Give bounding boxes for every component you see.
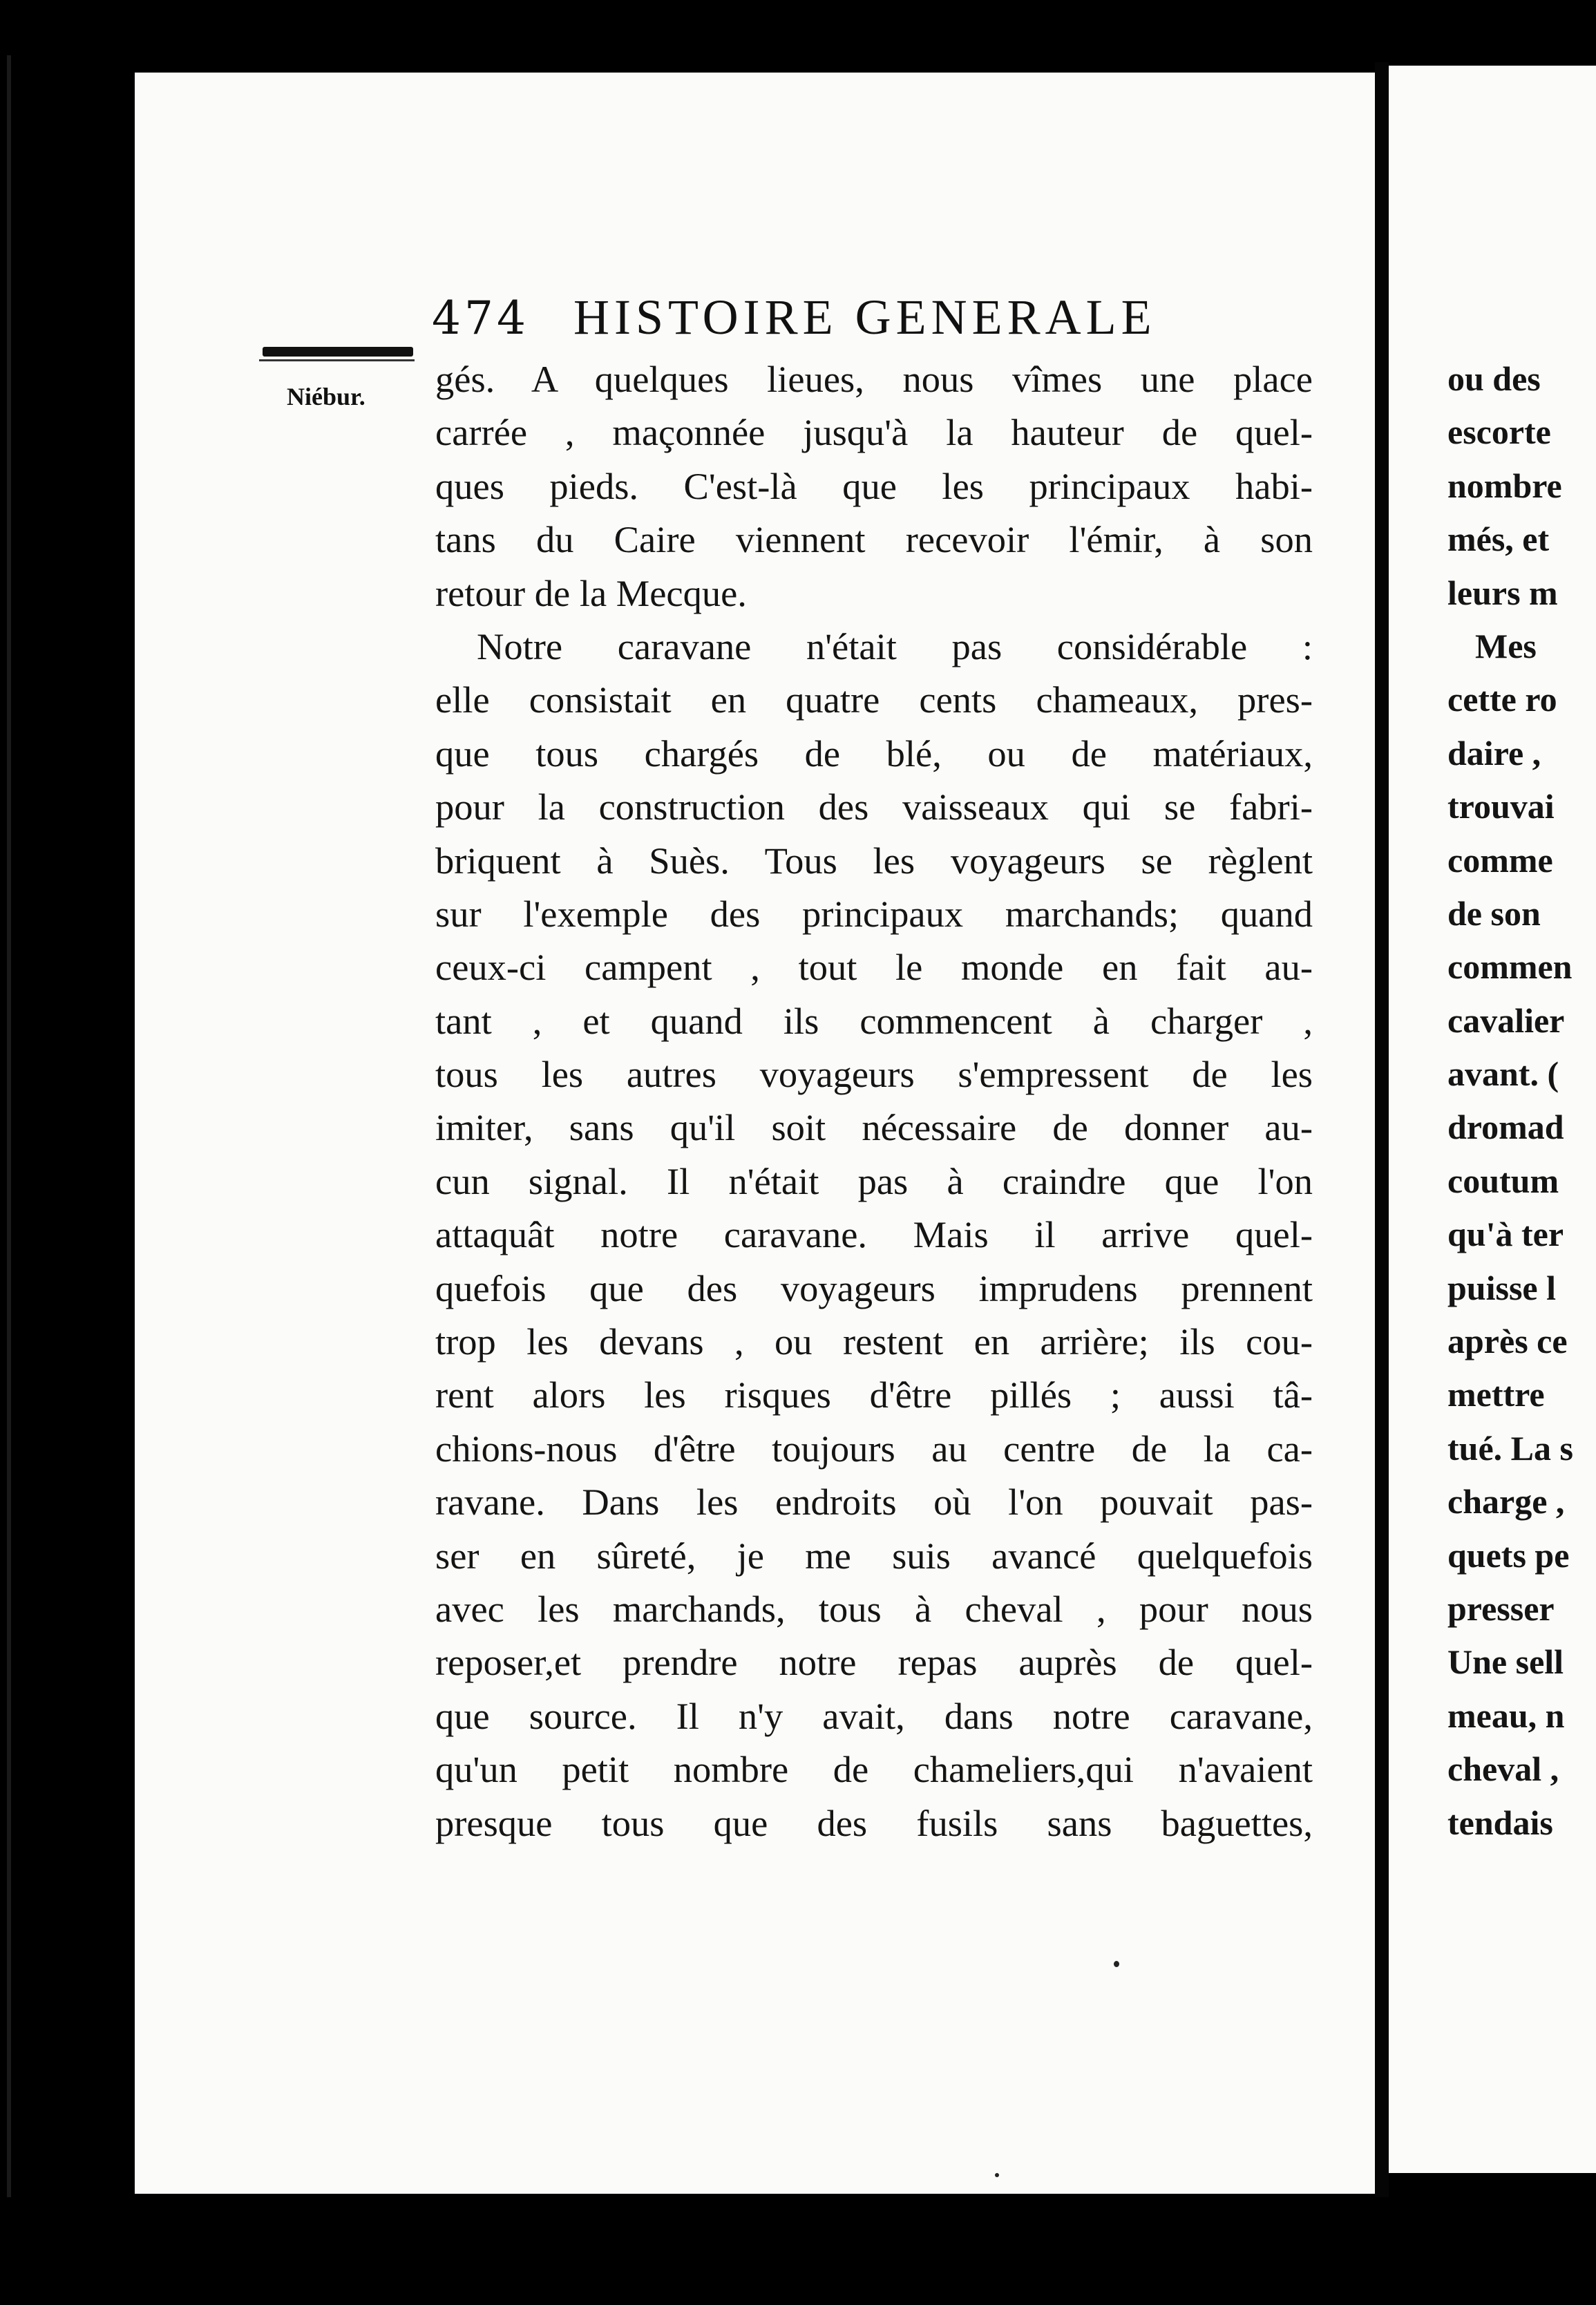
text-line: presser [1447, 1588, 1555, 1628]
text-line: ravane. Dans les endroits où l'on pouvait pas- [435, 1481, 1313, 1524]
text-line: sur l'exemple des principaux marchands; quand [435, 892, 1313, 935]
text-line: Mes [1475, 626, 1537, 665]
text-line: cavalier [1447, 1000, 1565, 1040]
text-line: de son [1447, 893, 1541, 933]
text-line: tous les autres voyageurs s'empressent de les [435, 1053, 1313, 1096]
text-line: imiter, sans qu'il soit nécessaire de donner au- [435, 1106, 1313, 1149]
text-line: cun signal. Il n'était pas à craindre que l'on [435, 1159, 1313, 1202]
text-line: cette ro [1447, 680, 1557, 719]
right-page-body [1447, 352, 1596, 1850]
text-line: comme [1447, 840, 1553, 880]
margin-note: Niébur. [287, 383, 365, 410]
text-line: mettre [1447, 1375, 1545, 1414]
text-line: dromad [1447, 1108, 1564, 1147]
left-page-body [435, 352, 1313, 1850]
text-line: trouvai [1447, 787, 1555, 826]
text-line: daire , [1447, 733, 1541, 772]
text-line: nombre [1447, 466, 1562, 505]
text-line: après ce [1447, 1322, 1568, 1361]
text-line: pour la construction des vaisseaux qui se fabri- [435, 786, 1313, 828]
scan-left-edge [0, 0, 21, 2305]
text-line: retour de la Mecque. [435, 571, 747, 614]
running-title: HISTOIRE GENERALE [573, 290, 1157, 345]
text-line: cheval , [1447, 1749, 1559, 1789]
text-line: ser en sûreté, je me suis avancé quelquefois [435, 1534, 1313, 1577]
text-line: reposer,et prendre notre repas auprès de quel- [435, 1641, 1313, 1684]
text-line: commen [1447, 947, 1573, 987]
text-line: trop les devans , ou restent en arrière; ils cou- [435, 1320, 1313, 1363]
text-line: avant. ( [1447, 1054, 1559, 1094]
text-line: Une sell [1447, 1642, 1564, 1682]
text-line: que source. Il n'y avait, dans notre caravane, [435, 1694, 1313, 1737]
text-line: chions-nous d'être toujours au centre de la ca- [435, 1427, 1313, 1470]
text-line: més, et [1447, 520, 1550, 559]
text-line: quefois que des voyageurs imprudens prennent [435, 1267, 1313, 1309]
text-line: elle consistait en quatre cents chameaux, pres- [435, 679, 1313, 721]
text-line: tué. La s [1447, 1428, 1573, 1468]
page-number: 474 [432, 292, 529, 345]
text-line: rent alors les risques d'être pillés ; aussi tâ- [435, 1374, 1313, 1416]
running-head [432, 289, 1213, 344]
text-line: qu'à ter [1447, 1215, 1564, 1254]
text-line: leurs m [1447, 573, 1558, 612]
text-line: attaquât notre caravane. Mais il arrive quel- [435, 1213, 1313, 1256]
text-line: carrée , maçonnée jusqu'à la hauteur de quel- [435, 411, 1313, 454]
paper-speck [995, 2173, 999, 2177]
margin-rule-thin [259, 359, 415, 361]
text-line: qu'un petit nombre de chameliers,qui n'avaient [435, 1748, 1313, 1791]
text-line: ceux-ci campent , tout le monde en fait au- [435, 946, 1313, 989]
text-line: ques pieds. C'est-là que les principaux habi- [435, 464, 1313, 507]
text-line: ou des [1447, 359, 1541, 398]
text-line: meau, n [1447, 1696, 1565, 1735]
text-line: coutum [1447, 1161, 1559, 1200]
margin-rule [263, 347, 413, 357]
paper-speck [1114, 1961, 1119, 1967]
text-line: escorte [1447, 412, 1551, 452]
book-gutter [1375, 62, 1389, 2197]
text-line: tans du Caire viennent recevoir l'émir, à son [435, 518, 1313, 561]
text-line: quets pe [1447, 1535, 1570, 1575]
text-line: Notre caravane n'était pas considérable : [477, 625, 1313, 667]
text-line: puisse l [1447, 1268, 1557, 1307]
text-line: avec les marchands, tous à cheval , pour nous [435, 1587, 1313, 1630]
text-line: que tous chargés de blé, ou de matériaux, [435, 732, 1313, 775]
text-line: briquent à Suès. Tous les voyageurs se règlent [435, 839, 1313, 882]
text-line: tendais [1447, 1803, 1553, 1842]
text-line: gés. A quelques lieues, nous vîmes une place [435, 358, 1313, 400]
text-line: presque tous que des fusils sans baguettes, [435, 1801, 1313, 1844]
text-line: charge , [1447, 1482, 1565, 1521]
text-line: tant , et quand ils commencent à charger , [435, 999, 1313, 1042]
